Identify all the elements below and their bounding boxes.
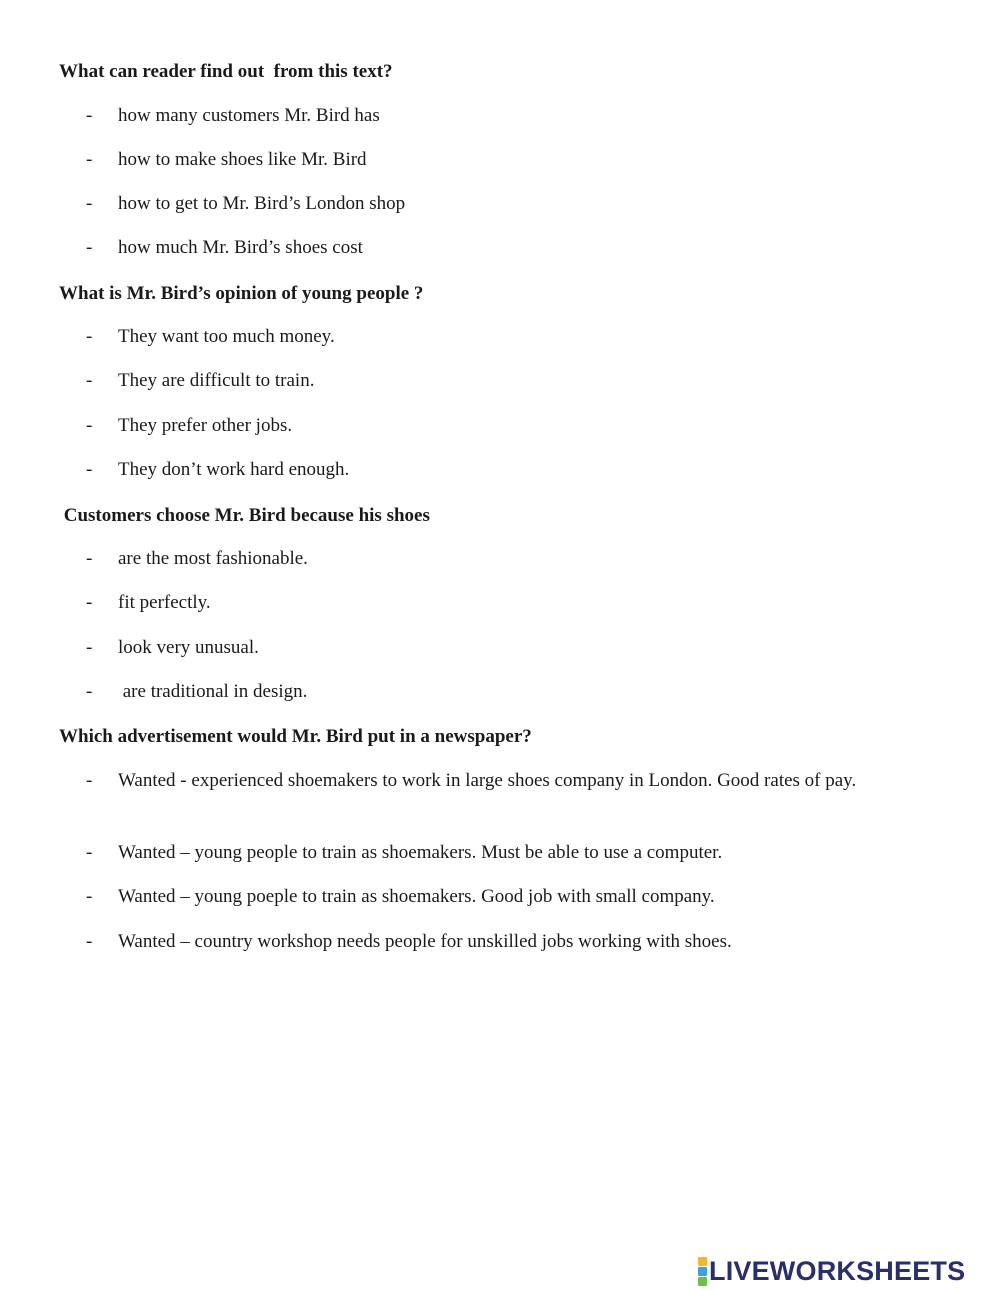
- option-text: how to make shoes like Mr. Bird: [118, 149, 367, 170]
- question-4-option-2[interactable]: [86, 839, 906, 867]
- option-text: how many customers Mr. Bird has: [118, 105, 380, 126]
- question-2-option-1[interactable]: [86, 323, 906, 351]
- question-4-option-1[interactable]: [86, 767, 906, 795]
- option-text: They prefer other jobs.: [118, 415, 293, 436]
- logo-text: LIVEWORKSHEETS: [709, 1256, 966, 1286]
- bullet-dash: -: [86, 326, 93, 347]
- option-text: are the most fashionable.: [118, 548, 308, 569]
- bullet-dash: -: [86, 459, 93, 480]
- question-4-option-3[interactable]: [86, 883, 906, 911]
- question-2-option-3[interactable]: [86, 412, 906, 440]
- question-2-title: What is Mr. Bird’s opinion of young people ?: [59, 283, 424, 304]
- option-text: Wanted – young poeple to train as shoemakers. Good job with small company.: [118, 886, 715, 907]
- option-text: Wanted - experienced shoemakers to work in large shoes company in London. Good rates of pay.: [118, 770, 857, 791]
- logo-mark-icon: [698, 1257, 707, 1286]
- bullet-dash: -: [86, 105, 93, 126]
- option-text: They want too much money.: [118, 326, 335, 347]
- option-text: Wanted – country workshop needs people for unskilled jobs working with shoes.: [118, 931, 732, 952]
- question-3-option-1[interactable]: [86, 545, 906, 573]
- logo-mark-block: [698, 1267, 707, 1276]
- liveworksheets-logo: [698, 1256, 965, 1286]
- question-1-title: What can reader find out from this text?: [59, 61, 393, 82]
- bullet-dash: -: [86, 842, 93, 863]
- bullet-dash: -: [86, 886, 93, 907]
- option-text: They don’t work hard enough.: [118, 459, 350, 480]
- question-3-title: Customers choose Mr. Bird because his shoes: [59, 505, 430, 526]
- question-2-option-2[interactable]: [86, 367, 906, 395]
- bullet-dash: -: [86, 548, 93, 569]
- question-1-option-4[interactable]: [86, 234, 906, 262]
- bullet-dash: -: [86, 592, 93, 613]
- option-text: how much Mr. Bird’s shoes cost: [118, 237, 363, 258]
- option-text: are traditional in design.: [118, 681, 308, 702]
- question-4-option-4[interactable]: [86, 928, 906, 956]
- bullet-dash: -: [86, 681, 93, 702]
- logo-mark-block: [698, 1257, 707, 1266]
- question-3-option-3[interactable]: [86, 634, 906, 662]
- option-text: fit perfectly.: [118, 592, 211, 613]
- bullet-dash: -: [86, 370, 93, 391]
- question-4-title: Which advertisement would Mr. Bird put in a newspaper?: [59, 726, 532, 747]
- question-1-option-1[interactable]: [86, 102, 906, 130]
- bullet-dash: -: [86, 770, 93, 791]
- bullet-dash: -: [86, 193, 93, 214]
- question-1-option-3[interactable]: [86, 190, 906, 218]
- option-text: They are difficult to train.: [118, 370, 315, 391]
- logo-mark-block: [698, 1277, 707, 1286]
- question-3-option-4[interactable]: [86, 678, 906, 706]
- bullet-dash: -: [86, 415, 93, 436]
- bullet-dash: -: [86, 931, 93, 952]
- question-1-option-2[interactable]: [86, 146, 906, 174]
- bullet-dash: -: [86, 637, 93, 658]
- question-2-option-4[interactable]: [86, 456, 906, 484]
- option-text: look very unusual.: [118, 637, 259, 658]
- bullet-dash: -: [86, 237, 93, 258]
- bullet-dash: -: [86, 149, 93, 170]
- question-3-option-2[interactable]: [86, 589, 906, 617]
- option-text: Wanted – young people to train as shoemakers. Must be able to use a computer.: [118, 842, 723, 863]
- option-text: how to get to Mr. Bird’s London shop: [118, 193, 406, 214]
